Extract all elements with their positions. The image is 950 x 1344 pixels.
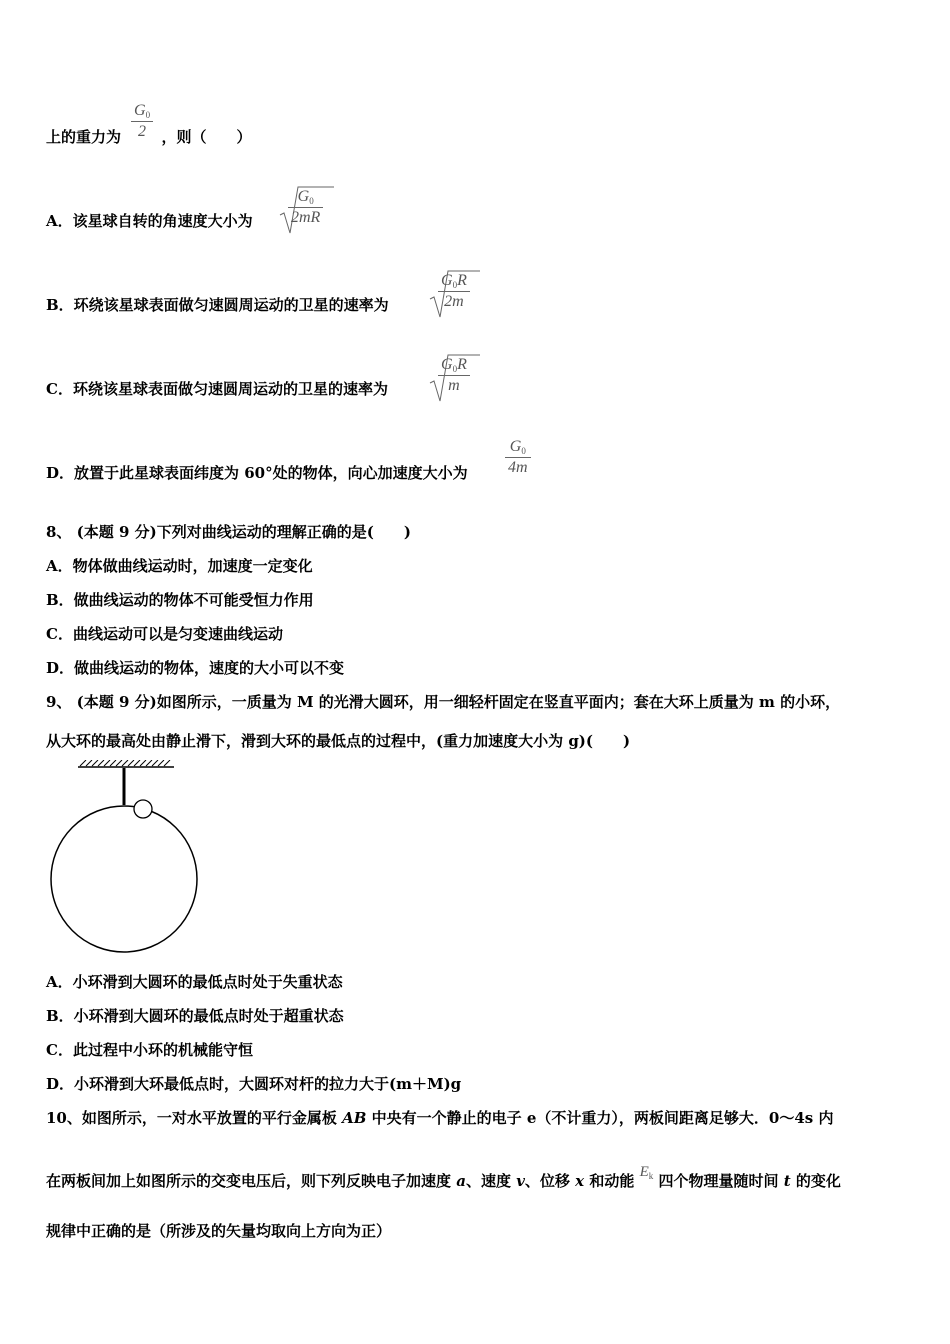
option-a-q7: A．该星球自转的角速度大小为 [46,212,253,230]
fraction-g0-over-2: $G_0$ 2 [131,102,153,141]
question-8: 8、 (本题 9 分)下列对曲线运动的理解正确的是( ) [46,523,411,541]
fraction-c: $G_0R$ m [438,356,470,395]
q9-option-a: A．小环滑到大圆环的最低点时处于失重状态 [46,973,343,991]
q9-option-b: B．小环滑到大圆环的最低点时处于超重状态 [46,1007,344,1025]
fraction-b: $G_0R$ 2m [438,272,470,311]
question-10-line1: 10、如图所示，一对水平放置的平行金属板 AB 中央有一个静止的电子 e（不计重力），两板间距离足够大．0～4s 内 [46,1109,834,1127]
q9-option-d: D．小环滑到大环最低点时，大圆环对杆的拉力大于(m＋M)g [46,1075,462,1093]
kinetic-energy-symbol: $E_k$ [639,1164,654,1181]
q8-option-c: C．曲线运动可以是匀变速曲线运动 [46,625,283,643]
q9-option-c: C．此过程中小环的机械能守恒 [46,1041,253,1059]
q8-option-a: A．物体做曲线运动时，加速度一定变化 [46,557,313,575]
question-10-line3: 规律中正确的是（所涉及的矢量均取向上方向为正） [46,1222,392,1240]
question-9-line2: 从大环的最高处由静止滑下，滑到大环的最低点的过程中，(重力加速度大小为 g)( ) [46,732,631,750]
option-b-q7: B．环绕该星球表面做匀速圆周运动的卫星的速率为 [46,296,389,314]
ceiling-hatch [80,760,170,766]
q8-option-b: B．做曲线运动的物体不可能受恒力作用 [46,591,314,609]
large-ring [51,806,197,952]
option-c-q7: C．环绕该星球表面做匀速圆周运动的卫星的速率为 [46,380,388,398]
small-ring [134,800,152,818]
fraction-d: $G_0$ 4m [505,438,531,477]
option-d-q7: D．放置于此星球表面纬度为 60°处的物体，向心加速度大小为 [46,464,468,482]
intro-text: 上的重力为 [46,128,122,146]
fraction-a: $G_0$ 2mR [288,188,323,227]
intro-tail: ，则（ ） [161,128,252,146]
question-10-line2: 在两板间加上如图所示的交变电压后，则下列反映电子加速度 a、速度 v、位移 x 和动能 $E_k$ 四个物理量随时间 t 的变化 [46,1164,841,1190]
q8-option-d: D．做曲线运动的物体，速度的大小可以不变 [46,659,345,677]
ring-figure [46,760,206,960]
question-9-line1: 9、 (本题 9 分)如图所示，一质量为 M 的光滑大圆环，用一细轻杆固定在竖直平面内；套在大环上质量为 m 的小环， [46,693,841,711]
